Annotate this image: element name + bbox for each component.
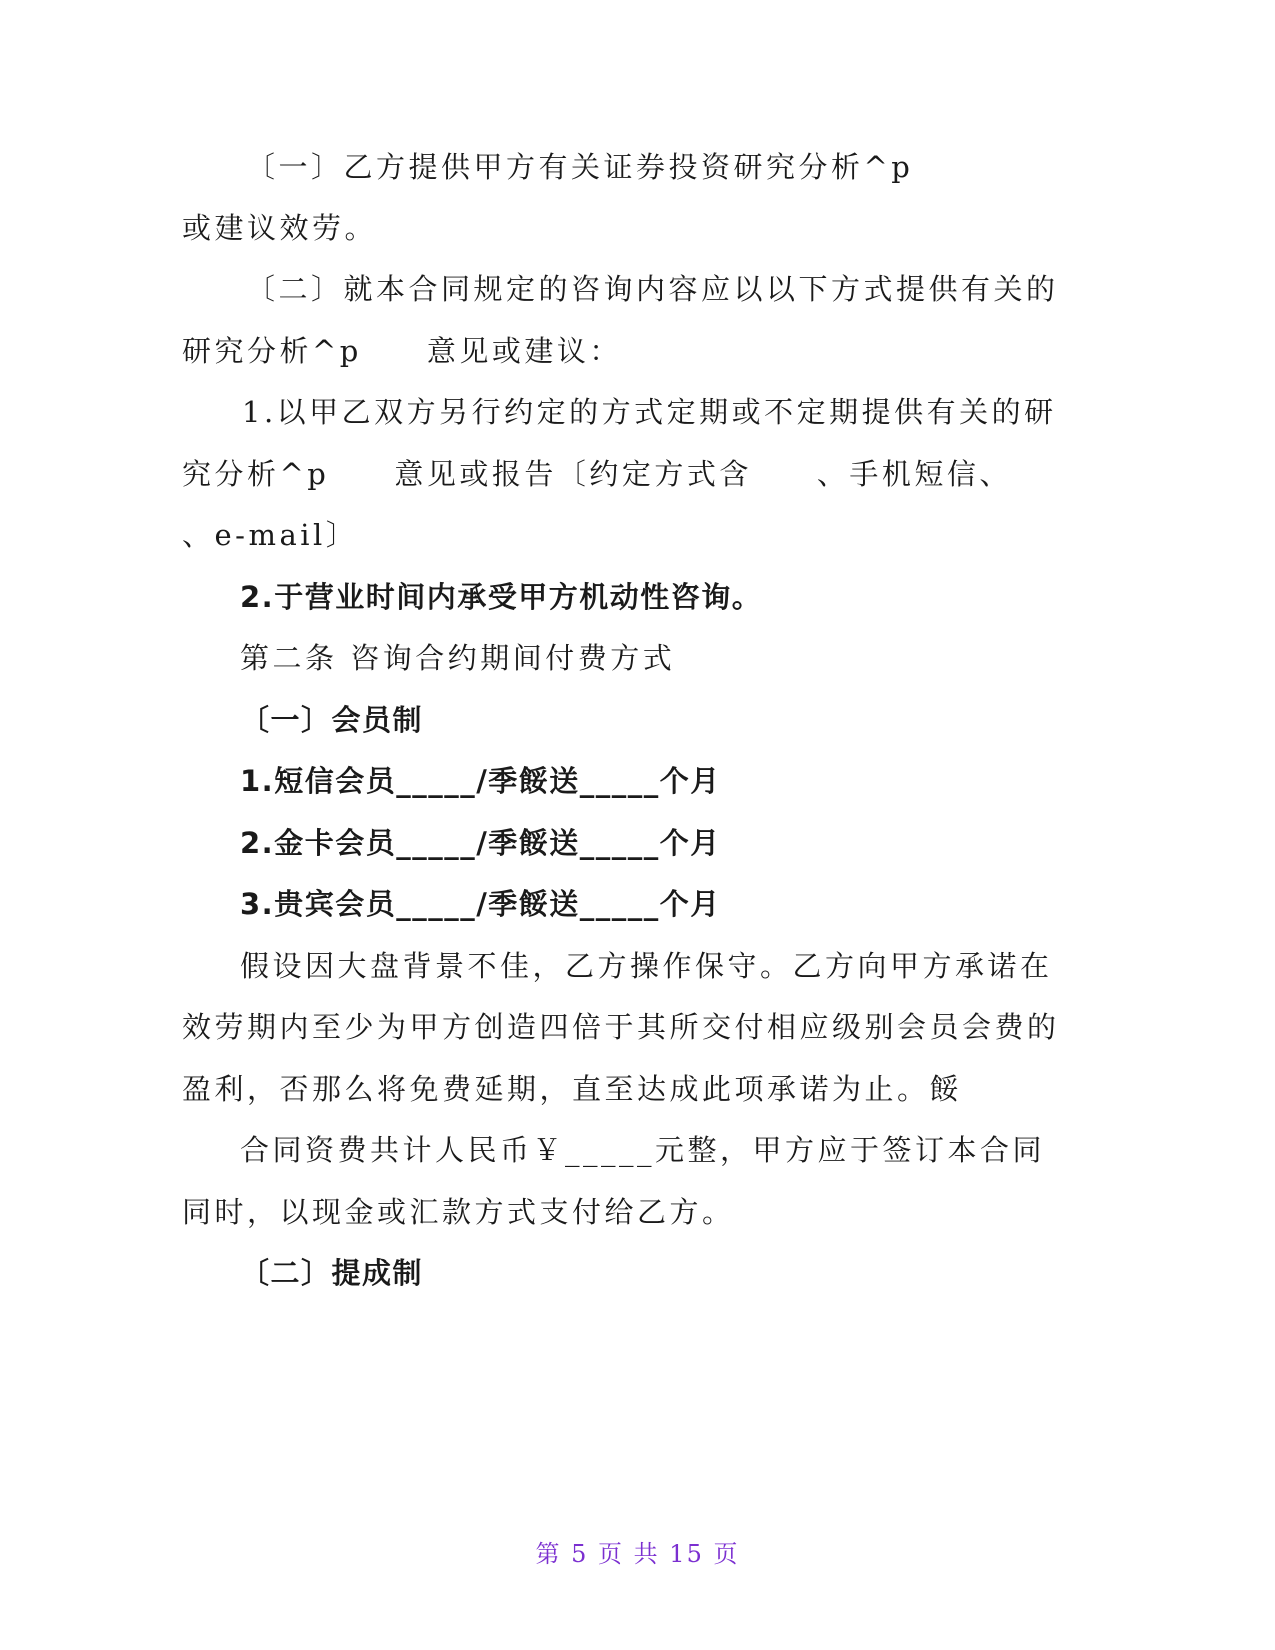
paragraph-line-bold: 2.于营业时间内承受甲方机动性咨询。 xyxy=(240,580,763,614)
paragraph-line: 研究分析^p 意见或建议： xyxy=(182,334,622,368)
membership-item: 3.贵宾会员_____/季餒送_____个月 xyxy=(240,887,721,921)
paragraph-line: 究分析^p 意见或报告〔约定方式含 、手机短信、 xyxy=(182,457,1012,491)
paragraph-line: 假设因大盘背景不佳，乙方操作保守。乙方向甲方承诺在 xyxy=(240,949,1053,983)
paragraph-line: 〔二〕就本合同规定的咨询内容应以以下方式提供有关的 xyxy=(246,272,1059,306)
paragraph-line: 合同资费共计人民币￥_____元整，甲方应于签订本合同 xyxy=(240,1133,1046,1167)
paragraph-line: 1.以甲乙双方另行约定的方式定期或不定期提供有关的研 xyxy=(242,395,1057,429)
paragraph-line: 〔一〕乙方提供甲方有关证券投资研究分析^p xyxy=(246,150,914,184)
subsection-heading: 〔一〕会员制 xyxy=(240,703,424,737)
paragraph-line: 盈利，否那么将免费延期，直至达成此项承诺为止。餒 xyxy=(182,1072,963,1106)
paragraph-line: 同时，以现金或汇款方式支付给乙方。 xyxy=(182,1195,735,1229)
membership-item: 1.短信会员_____/季餒送_____个月 xyxy=(240,764,721,798)
subsection-heading: 〔二〕提成制 xyxy=(240,1256,424,1290)
membership-item: 2.金卡会员_____/季餒送_____个月 xyxy=(240,826,721,860)
page-number-footer: 第 5 页 共 15 页 xyxy=(535,1540,740,1568)
paragraph-line: 效劳期内至少为甲方创造四倍于其所交付相应级别会员会费的 xyxy=(182,1010,1060,1044)
paragraph-line: 、e-mail〕 xyxy=(182,518,359,552)
section-heading: 第二条 咨询合约期间付费方式 xyxy=(240,641,676,675)
paragraph-line: 或建议效劳。 xyxy=(182,211,378,245)
